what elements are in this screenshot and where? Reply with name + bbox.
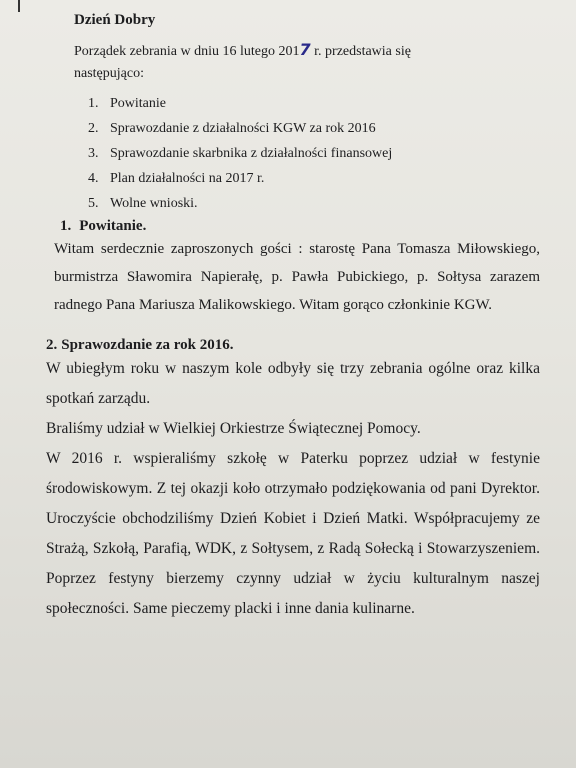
agenda-item	[88, 166, 540, 191]
agenda-num: 1.	[88, 96, 99, 111]
section-1-num: 1.	[60, 218, 72, 234]
agenda-text: Powitanie	[110, 96, 166, 111]
intro-line-2: następująco:	[74, 66, 144, 81]
section-1-title	[60, 218, 540, 235]
agenda-num: 5.	[88, 196, 99, 211]
section-2-title	[46, 337, 540, 354]
corner-mark	[18, 0, 20, 12]
agenda-item	[88, 191, 540, 216]
agenda-num: 2.	[88, 121, 99, 136]
section-2-title-text: Sprawozdanie za rok 2016.	[61, 337, 234, 353]
agenda-item	[88, 91, 540, 116]
section-2-num: 2.	[46, 337, 58, 353]
intro-line	[74, 39, 540, 63]
section-1-title-text: Powitanie.	[79, 218, 147, 234]
agenda-num: 4.	[88, 171, 99, 186]
greeting-title: Dzień Dobry	[74, 12, 156, 28]
section-2-paragraph-2: Braliśmy udział w Wielkiej Orkiestrze Świątecznej Pomocy.	[46, 420, 421, 437]
section-2-paragraph-1: W ubiegłym roku w naszym kole odbyły się trzy zebrania ogólne oraz kilka spotkań zarządu.	[46, 360, 540, 407]
section-1-body: Witam serdecznie zaproszonych gości : starostę Pana Tomasza Miłowskiego, burmistrza Sławomira Napierałę, p. Pawła Pubickiego, p. Sołtysa zarazem radnego Pana Mariusza Malikowskiego. Witam gorąco członkinie KGW.	[54, 241, 540, 313]
spacer	[46, 319, 540, 335]
intro-suffix: r. przedstawia się	[310, 44, 411, 59]
intro-prefix: Porządek zebrania w dniu 16 lutego 201	[74, 44, 300, 59]
agenda-item	[88, 116, 540, 141]
agenda-text: Sprawozdanie z działalności KGW za rok 2016	[110, 121, 376, 136]
agenda-text: Wolne wnioski.	[110, 196, 198, 211]
section-2-paragraph-3: W 2016 r. wspieraliśmy szkołę w Paterku poprzez udział w festynie środowiskowym. Z tej okazji koło otrzymało podziękowania od pani Dyrektor. Uroczyście obchodziliśmy Dzień Kobiet i Dzień Matki. Współpracujemy ze Strażą, Szkołą, Parafią, WDK, z Sołtysem, z Radą Sołecką i Stowarzyszeniem. Poprzez festyny bierzemy czynny udział w życiu kulturalnym naszej społeczności. Same pieczemy placki i inne dania kulinarne.	[46, 450, 540, 617]
agenda-text: Sprawozdanie skarbnika z działalności finansowej	[110, 146, 393, 161]
agenda-text: Plan działalności na 2017 r.	[110, 171, 265, 186]
handwritten-correction: 7	[299, 40, 311, 59]
agenda-list	[46, 91, 540, 216]
agenda-num: 3.	[88, 146, 99, 161]
agenda-item	[88, 141, 540, 166]
